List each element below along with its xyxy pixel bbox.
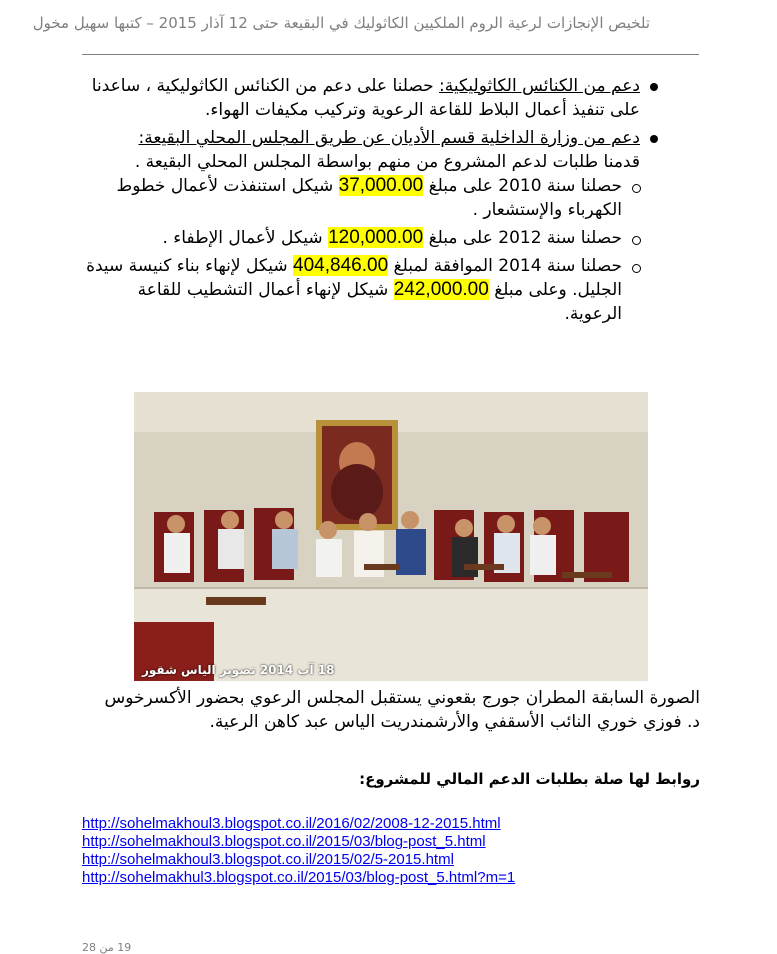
link-item[interactable]: http://sohelmakhul3.blogspot.co.il/2015/03/blog-post_5.html?m=1 (82, 869, 516, 886)
sub-bullet-circle-icon (632, 184, 641, 193)
page-header: تلخيص الإنجازات لرعية الروم الملكيين الكاثوليك في البقيعة حتى 12 آذار 2015 – كتبها سهيل مخول (32, 14, 650, 32)
bullet-intro: قدمنا طلبات لدعم المشروع من منهم بواسطة المجلس المحلي البقيعة . (134, 152, 640, 172)
link-item[interactable]: http://sohelmakhoul3.blogspot.co.il/2015/03/blog-post_5.html (82, 833, 486, 850)
main-content (80, 74, 700, 326)
amount-highlight: 37,000.00 (338, 175, 424, 196)
amount-highlight: 242,000.00 (393, 279, 489, 300)
amount-highlight: 120,000.00 (328, 227, 424, 248)
bullet-heading: دعم من وزارة الداخلية قسم الأديان عن طريق المجلس المحلي البقيعة: (138, 128, 640, 148)
bullet-catholic-churches (80, 74, 700, 122)
sub-item-2012: حصلنا سنة 2012 على مبلغ 120,000.00 شيكل لأعمال الإطفاء . (80, 226, 700, 250)
link-item[interactable]: http://sohelmakhoul3.blogspot.co.il/2015/02/5-2015.html (82, 851, 454, 868)
links-list (82, 815, 602, 887)
header-divider (82, 54, 699, 55)
amount-highlight: 404,846.00 (293, 255, 389, 276)
photo-caption: الصورة السابقة المطران جورج بقعوني يستقبل المجلس الرعوي بحضور الأكسرخوس د. فوزي خوري النائب الأسقفي والأرشمندريت الياس عبد كاهن الرعية. (104, 688, 700, 732)
links-heading: روابط لها صلة بطلبات الدعم المالي للمشروع: (359, 770, 700, 788)
photo-credit: 18 آب 2014 تصوير الياس شقور (142, 663, 335, 677)
link-item[interactable]: http://sohelmakhoul3.blogspot.co.il/2016/02/2008-12-2015.html (82, 815, 501, 832)
sub-item-2010: حصلنا سنة 2010 على مبلغ 37,000.00 شيكل استنفذت لأعمال خطوط الكهرباء والإستشعار . (80, 174, 700, 222)
bullet-text: حصلنا على دعم من الكنائس الكاثوليكية ، ساعدنا على تنفيذ أعمال البلاط للقاعة الرعوية وتركيب مكيفات الهواء. (91, 76, 640, 120)
bullet-dot-icon (650, 135, 658, 143)
sub-bullet-circle-icon (632, 236, 641, 245)
bullet-heading: دعم من الكنائس الكاثوليكية: (439, 76, 640, 96)
sub-bullet-circle-icon (632, 264, 641, 273)
bullet-interior-ministry (80, 126, 700, 150)
sub-item-2014: حصلنا سنة 2014 الموافقة لمبلغ 404,846.00 شيكل لإنهاء بناء كنيسة سيدة الجليل. وعلى مبلغ 242,000.00 شيكل لإنهاء أعمال التشطيب للقاعة الرعوية. (80, 254, 700, 326)
meeting-photo (134, 392, 648, 681)
bullet-dot-icon (650, 83, 658, 91)
page-number: 19 من 28 (82, 941, 132, 954)
